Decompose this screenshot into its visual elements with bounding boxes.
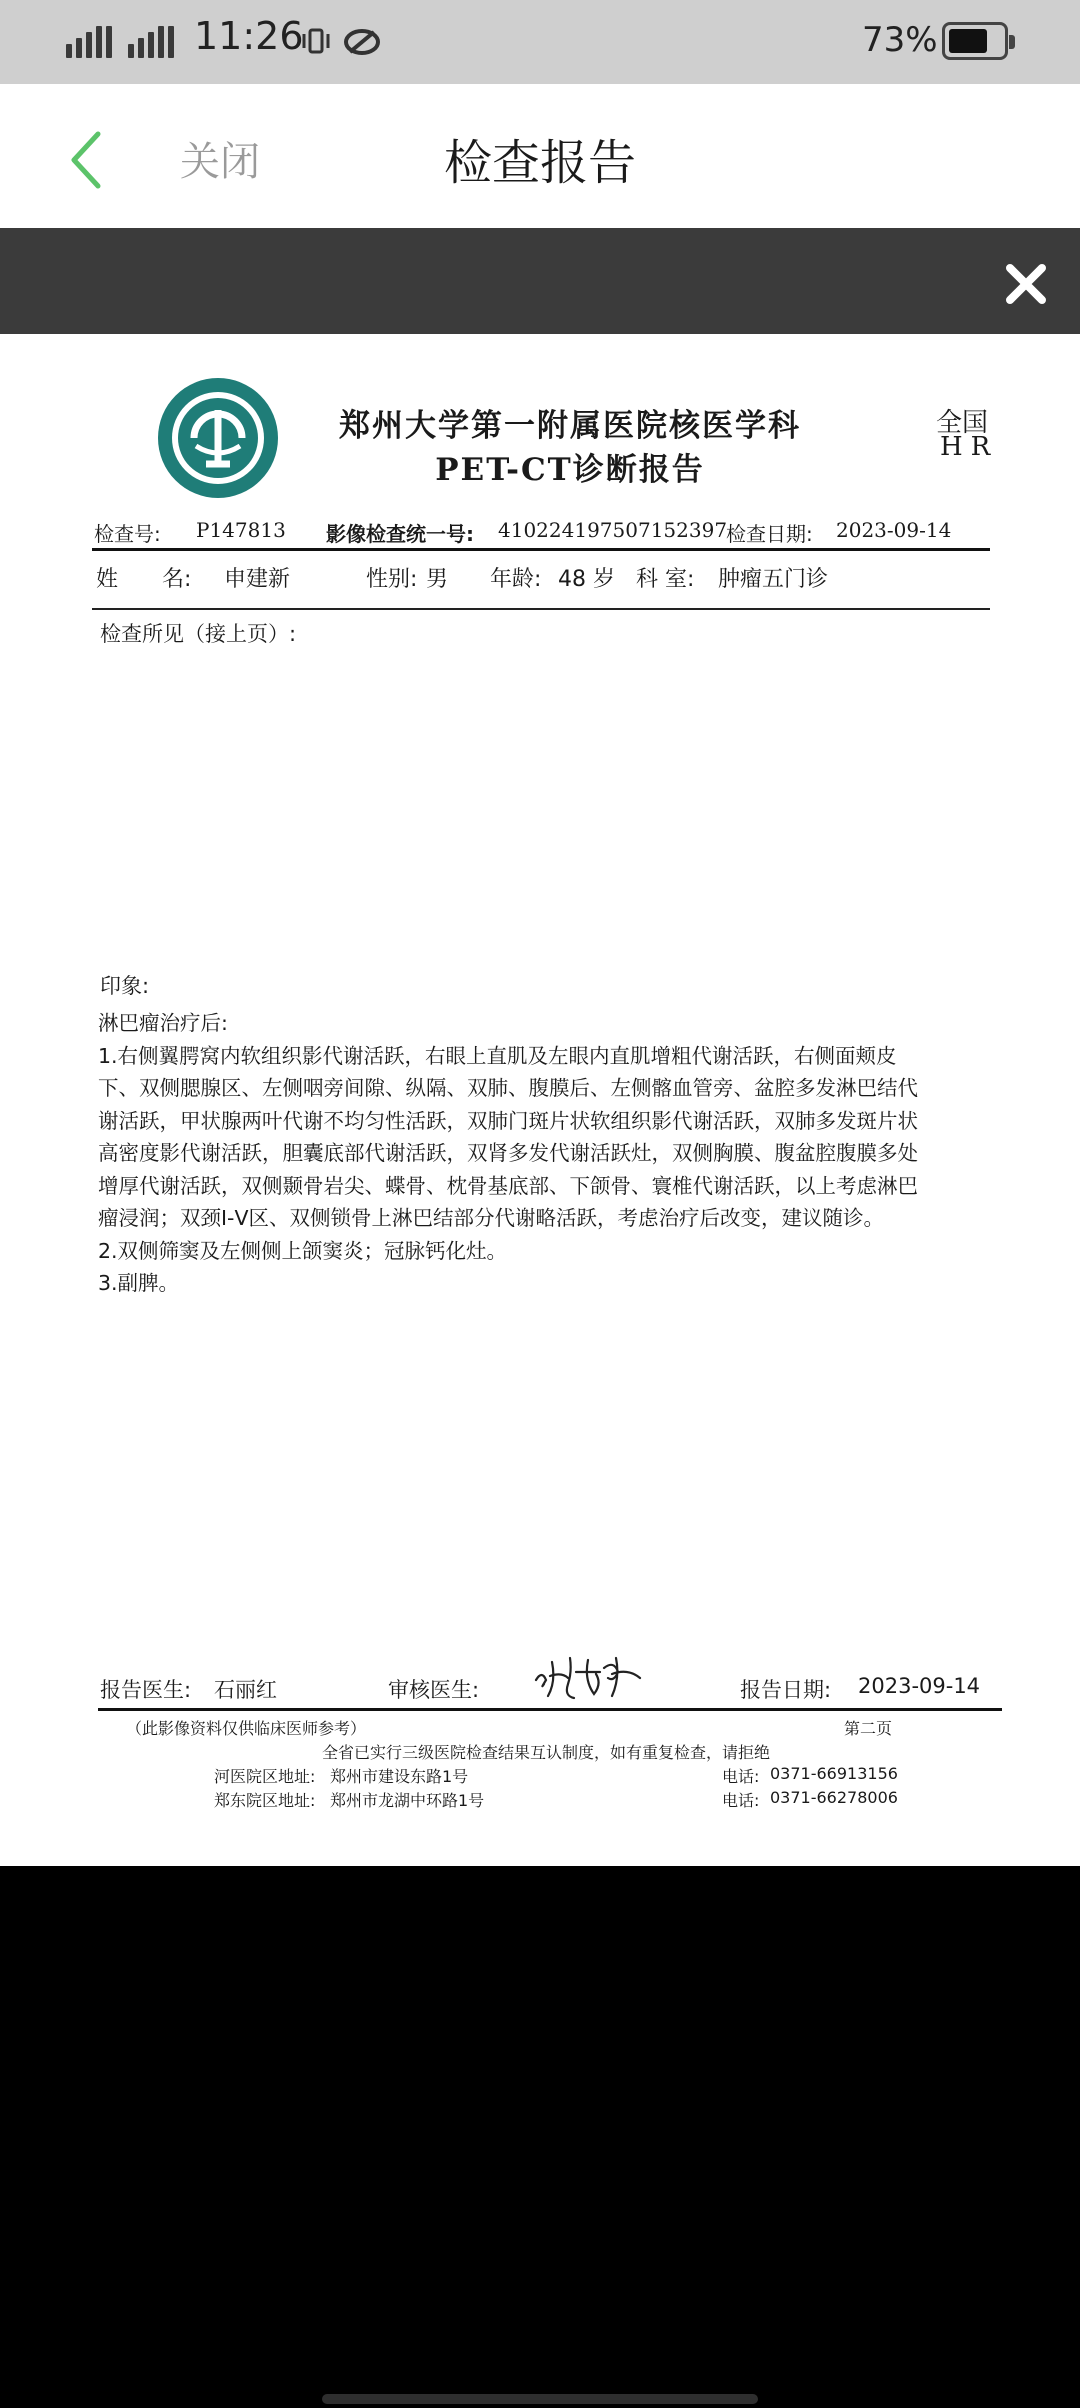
campus1-address: 郑州市建设东路1号: [330, 1767, 469, 1786]
age: 48 岁: [558, 567, 615, 592]
campus2-phone: 0371-66278006: [770, 1788, 898, 1807]
findings-label: 检查所见（接上页）:: [100, 622, 297, 646]
impression-line: 增厚代谢活跃，双侧颞骨岩尖、蝶骨、枕骨基底部、下颌骨、寰椎代谢活跃，以上考虑淋巴: [98, 1173, 918, 1198]
signal-icon-2: [128, 24, 174, 58]
dept: 肿瘤五门诊: [718, 567, 829, 592]
notice: 全省已实行三级医院检查结果互认制度，如有重复检查，请拒绝: [322, 1743, 771, 1762]
signal-icon-1: [66, 24, 112, 58]
hospital-name: 郑州大学第一附属医院核医学科: [339, 408, 801, 444]
campus1-phone: 0371-66913156: [770, 1764, 898, 1783]
vibrate-icon: [300, 22, 390, 62]
campus1-label: 河医院区地址:: [214, 1767, 316, 1786]
campus1-phone-label: 电话:: [722, 1767, 760, 1786]
campus2-address: 郑州市龙湖中环路1号: [330, 1791, 485, 1810]
sex-label: 性别:: [366, 567, 418, 592]
close-icon[interactable]: [1004, 262, 1048, 306]
impression-line: 1.右侧翼腭窝内软组织影代谢活跃，右眼上直肌及左眼内直肌增粗代谢活跃，右侧面颊皮: [98, 1043, 897, 1068]
sex: 男: [426, 567, 449, 592]
exam-date: 2023-09-14: [836, 518, 952, 542]
age-label: 年龄:: [490, 567, 542, 592]
exam-date-label: 检查日期:: [726, 522, 813, 546]
campus2-label: 郑东院区地址:: [214, 1791, 316, 1810]
app-header: [0, 84, 1080, 228]
viewer-toolbar: [0, 228, 1080, 334]
divider: [92, 608, 990, 610]
divider: [98, 1708, 1002, 1711]
patient-name: 申建新: [224, 567, 291, 592]
tag-line-1: 全国: [936, 408, 989, 438]
close-button[interactable]: 关闭: [180, 139, 260, 185]
battery-icon: [942, 22, 1008, 60]
battery-percent: 73%: [862, 20, 938, 60]
image-id: 410224197507152397: [498, 518, 728, 542]
page-title-text: 检查报告: [443, 135, 636, 191]
impression-line: 瘤浸润；双颈Ⅰ-Ⅴ区、双侧锁骨上淋巴结部分代谢略活跃，考虑治疗后改变，建议随诊。: [98, 1206, 884, 1230]
impression-line: 3.副脾。: [98, 1271, 180, 1295]
impression-line: 淋巴瘤治疗后:: [98, 1011, 228, 1035]
home-indicator[interactable]: [322, 2394, 758, 2404]
status-icons: [300, 22, 390, 66]
report-date-label: 报告日期:: [740, 1678, 832, 1702]
report-title: PET-CT诊断报告: [435, 452, 705, 488]
impression-line: 谢活跃，甲状腺两叶代谢不均匀性活跃，双肺门斑片状软组织影代谢活跃，双肺多发斑片状: [98, 1108, 918, 1133]
exam-no-label: 检查号:: [94, 522, 161, 546]
report-doctor: 石丽红: [214, 1678, 277, 1702]
impression-line: 2.双侧筛窦及左侧侧上颌窦炎；冠脉钙化灶。: [98, 1238, 508, 1263]
status-bar: [0, 0, 1080, 84]
patient-name-label: 姓 名:: [96, 567, 192, 592]
status-time: 11:26: [194, 14, 304, 58]
divider: [92, 548, 990, 551]
report-date: 2023-09-14: [858, 1674, 981, 1698]
handwritten-signature: [530, 1650, 650, 1706]
battery-fill: [949, 29, 987, 53]
impression-line: 下、双侧腮腺区、左侧咽旁间隙、纵隔、双肺、腹膜后、左侧髂血管旁、盆腔多发淋巴结代: [98, 1076, 918, 1100]
report-document[interactable]: [0, 334, 1080, 1866]
image-id-label: 影像检查统一号:: [326, 522, 474, 546]
hospital-logo-icon: [156, 376, 280, 500]
exam-no: P147813: [196, 518, 286, 542]
page-number: 第二页: [844, 1719, 893, 1738]
dept-label: 科 室:: [636, 567, 695, 592]
impression-label: 印象:: [100, 974, 150, 998]
campus2-phone-label: 电话:: [722, 1791, 760, 1810]
review-doctor-label: 审核医生:: [388, 1678, 480, 1702]
tag-line-2: HR: [940, 432, 999, 462]
page-title: [0, 124, 1080, 193]
impression-text: [98, 1006, 978, 1299]
impression-line: 高密度影代谢活跃，胆囊底部代谢活跃，双肾多发代谢活跃灶，双侧胸膜、腹盆腔腹膜多处: [98, 1141, 918, 1165]
report-doctor-label: 报告医生:: [100, 1678, 192, 1702]
disclaimer: （此影像资料仅供临床医师参考）: [126, 1719, 367, 1738]
